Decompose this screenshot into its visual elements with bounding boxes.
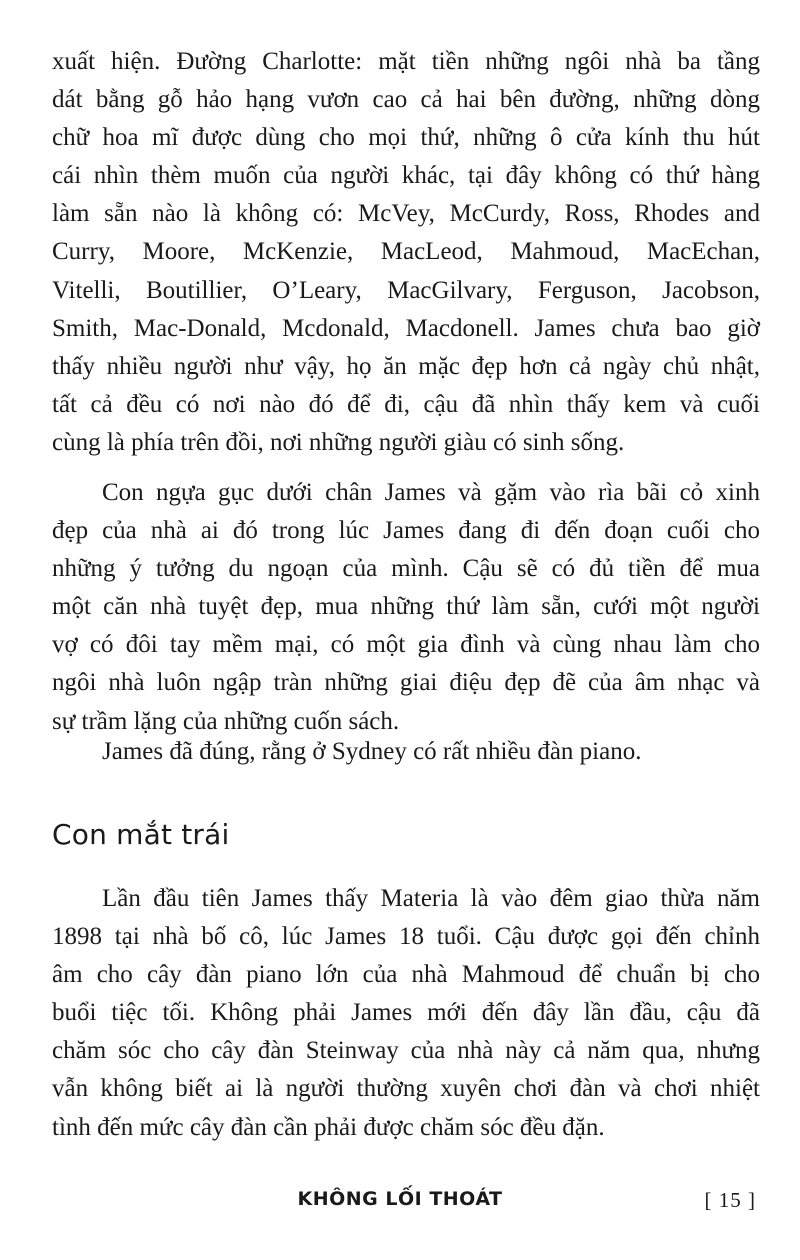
text-line: tình đến mức cây đàn cần phải được chăm sóc đều đặn. bbox=[52, 1113, 605, 1141]
text-line: xuất hiện. Đường Charlotte: mặt tiền những ngôi nhà ba tầng bbox=[52, 48, 760, 75]
text-line: tất cả đều có nơi nào đó để đi, cậu đã nhìn thấy kem và cuối bbox=[52, 390, 760, 418]
text-line: Lần đầu tiên James thấy Materia là vào đêm giao thừa năm bbox=[102, 885, 760, 912]
section-heading: Con mắt trái bbox=[52, 818, 230, 851]
text-line: cùng là phía trên đồi, nơi những người giàu có sinh sống. bbox=[52, 428, 625, 456]
text-line: dát bằng gỗ hảo hạng vươn cao cả hai bên đường, những dòng bbox=[52, 86, 760, 114]
paragraph-2 bbox=[52, 474, 760, 741]
text-line: 1898 tại nhà bố cô, lúc James 18 tuổi. Cậu được gọi đến chỉnh bbox=[52, 923, 760, 951]
text-line: vợ có đôi tay mềm mại, có một gia đình và cùng nhau làm cho bbox=[52, 631, 760, 659]
text-line: buổi tiệc tối. Không phải James mới đến đây lần đầu, cậu đã bbox=[52, 999, 760, 1027]
text-line: thấy nhiều người như vậy, họ ăn mặc đẹp hơn cả ngày chủ nhật, bbox=[52, 352, 760, 380]
text-line: Curry, Moore, McKenzie, MacLeod, Mahmoud, MacEchan, bbox=[52, 238, 760, 266]
text-line: đẹp của nhà ai đó trong lúc James đang đi đến đoạn cuối cho bbox=[52, 517, 760, 545]
text-line: Vitelli, Boutillier, O’Leary, MacGilvary, Ferguson, Jacobson, bbox=[52, 276, 760, 304]
text-line: Smith, Mac-Donald, Mcdonald, Macdonell. James chưa bao giờ bbox=[52, 314, 760, 342]
page-number: [ 15 ] bbox=[704, 1188, 756, 1212]
text-line: chữ hoa mĩ được dùng cho mọi thứ, những ô cửa kính thu hút bbox=[52, 124, 760, 152]
paragraph-3 bbox=[52, 733, 760, 771]
text-line: sự trầm lặng của những cuốn sách. bbox=[52, 707, 400, 735]
paragraph-1 bbox=[52, 43, 760, 462]
text-line: những ý tưởng du ngoạn của mình. Cậu sẽ có đủ tiền để mua bbox=[52, 555, 760, 583]
text-line: một căn nhà tuyệt đẹp, mua những thứ làm sẵn, cưới một người bbox=[52, 593, 760, 621]
text-line: cái nhìn thèm muốn của người khác, tại đây không có thứ hàng bbox=[52, 162, 760, 190]
text-line: ngôi nhà luôn ngập tràn những giai điệu đẹp đẽ của âm nhạc và bbox=[52, 669, 760, 697]
text-line: âm cho cây đàn piano lớn của nhà Mahmoud để chuẩn bị cho bbox=[52, 961, 760, 989]
text-line: chăm sóc cho cây đàn Steinway của nhà này cả năm qua, nhưng bbox=[52, 1037, 760, 1065]
text-line: Con ngựa gục dưới chân James và gặm vào rìa bãi cỏ xinh bbox=[102, 479, 760, 506]
section-paragraph bbox=[52, 880, 760, 1147]
text-line: vẫn không biết ai là người thường xuyên chơi đàn và chơi nhiệt bbox=[52, 1075, 760, 1103]
text-line: làm sẵn nào là không có: McVey, McCurdy, Ross, Rhodes and bbox=[52, 200, 760, 228]
running-footer-title: KHÔNG LỐI THOÁT bbox=[297, 1188, 503, 1210]
text-line: James đã đúng, rằng ở Sydney có rất nhiều đàn piano. bbox=[102, 738, 642, 765]
